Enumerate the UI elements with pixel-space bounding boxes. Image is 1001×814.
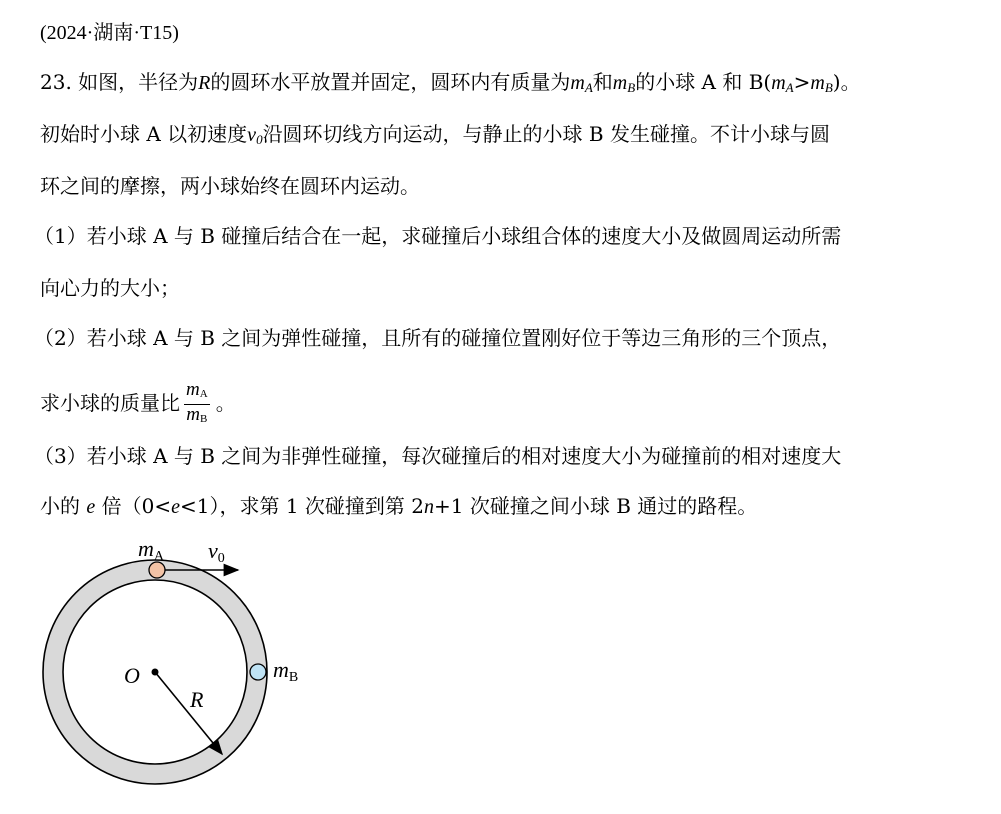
text: 倍（0< — [101, 494, 172, 518]
text: 和 — [592, 70, 613, 94]
var-e: e — [86, 496, 96, 518]
label-v0: v0 — [208, 538, 225, 566]
question-2-line-1: （2）若小球 A 与 B 之间为弹性碰撞，且所有的碰撞位置刚好位于等边三角形的三个顶点， — [34, 326, 842, 350]
text: +1 次碰撞之间小球 B 通过的路程。 — [434, 494, 758, 518]
problem-number: 23. — [40, 70, 72, 94]
label-R: R — [190, 687, 204, 712]
var-n: n — [424, 496, 434, 518]
var-R: R — [198, 72, 211, 94]
question-1-line-2: 向心力的大小； — [40, 276, 180, 300]
text: 求小球的质量比 — [40, 391, 180, 415]
var-mA: $m_A$ — [570, 72, 593, 95]
ball-b — [250, 664, 266, 680]
question-1-line-1: （1）若小球 A 与 B 碰撞后结合在一起，求碰撞后小球组合体的速度大小及做圆周运动所需 — [34, 224, 842, 248]
label-O: O — [124, 663, 140, 688]
var-e: e — [171, 496, 180, 518]
text: 的小球 A 和 B( — [635, 70, 772, 94]
var-cmpA: $m_A$ — [771, 72, 794, 95]
question-3-line-1: （3）若小球 A 与 B 之间为非弹性碰撞，每次碰撞后的相对速度大小为碰撞前的相对速度大 — [34, 444, 842, 468]
var-cmpB: $m_B$ — [810, 72, 833, 95]
source-tag: (2024·湖南·T15) — [40, 22, 179, 44]
text: 初始时小球 A 以初速度 — [40, 122, 248, 146]
var-v0: $v_0$ — [247, 124, 263, 147]
text: )。 — [832, 70, 861, 94]
radius-arrow — [155, 672, 222, 754]
label-mA: mA — [138, 536, 165, 564]
text: 的圆环水平放置并固定，圆环内有质量为 — [210, 70, 571, 94]
text: 。 — [215, 391, 236, 415]
text: 沿圆环切线方向运动，与静止的小球 B 发生碰撞。不计小球与圆 — [262, 122, 830, 146]
text: 小的 — [40, 494, 80, 518]
label-mB: mB — [273, 657, 299, 685]
mass-ratio-fraction: $\frac{m_A}{m_B}$ — [186, 379, 208, 425]
problem-line-3: 环之间的摩擦，两小球始终在圆环内运动。 — [40, 174, 420, 198]
text: <1），求第 1 次碰撞到第 2 — [179, 494, 424, 518]
compare-op: > — [793, 70, 811, 94]
text: 如图，半径为 — [78, 70, 199, 94]
ball-a — [149, 562, 165, 578]
var-mB: $m_B$ — [612, 72, 636, 95]
